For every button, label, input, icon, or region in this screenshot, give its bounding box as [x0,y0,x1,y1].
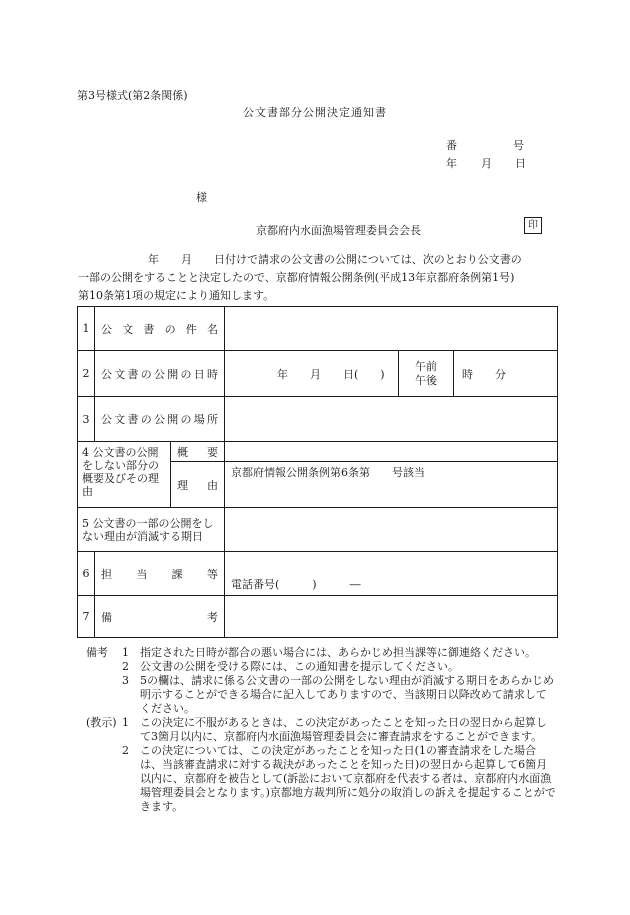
addressee-honorific: 様 [196,191,207,204]
body-line-1: 年 月 日付けで請求の公文書の公開については、次のとおり公文書の [148,253,522,266]
note-number: 1 [122,646,129,659]
form-number: 第3号様式(第2条関係) [77,89,188,102]
row-expiry [78,508,558,552]
note-number: 3 [122,674,129,687]
notice-body [78,251,556,305]
number-label: 番 [446,139,457,152]
body-line-2: 一部の公開をすることと決定したので、京都府情報公開条例(平成13年京都府条例第1号) [78,271,515,284]
label-subject: 公文書の件名 [95,307,225,351]
value-place [225,397,558,442]
row-number: 3 [78,397,95,442]
row-department [78,552,558,596]
label-nondisclosure-text: 公文書の公開をしない部分の概要及びその理由 [82,446,159,498]
row-datetime [78,351,558,397]
label-place: 公文書の公開の場所 [95,397,225,442]
biko-item-3 [86,674,556,716]
label-datetime: 公文書の公開の日時 [95,351,225,397]
row-number: 7 [78,596,95,638]
date-month-label: 月 [481,157,492,170]
row-remarks [78,596,558,638]
label-expiry-text: 公文書の一部の公開をしない理由が消滅する期日 [82,516,214,543]
label-remarks: 備考 [95,596,225,638]
notes-section [86,646,556,814]
note-number: 2 [122,744,129,757]
note-number: 1 [122,716,129,729]
kyoji-heading: (教示) [86,716,117,729]
am-pm-selector [399,351,454,397]
value-date: 年 月 日( ) [225,351,399,397]
number-suffix: 号 [513,139,524,152]
label-summary: 概要 [171,442,225,462]
document-title: 公文書部分公開決定通知書 [243,106,387,119]
label-nondisclosure [78,442,171,508]
row-number: 4 [82,446,89,459]
details-table [77,306,558,638]
row-place [78,397,558,442]
issuer-name: 京都府内水面漁場管理委員会会長 [256,224,421,237]
date-year-label: 年 [446,157,457,170]
value-time: 時 分 [454,351,558,397]
note-text: 公文書の公開を受ける際には、この通知書を提示してください。 [140,660,459,673]
row-number: 5 [82,516,89,530]
seal-stamp: 印 [524,217,542,234]
note-text: この決定については、この決定があったことを知った日(1の審査請求をした場合は、当該審査請求に対する裁決があったことを知った日)の翌日から起算して6箇月以内に、京都府を被告として(訴訟において京都府を代表する者は、京都府内水面漁場管理委員会となります。)京都地方裁判所に処分の取消しの訴えを提起することができます。 [140,744,556,813]
pm-label: 午後 [415,373,437,387]
value-expiry [225,508,558,552]
value-reason: 京都府情報公開条例第6条第 号該当 [225,462,558,508]
am-label: 午前 [415,359,437,373]
body-line-3: 第10条第1項の規定により通知します。 [78,289,275,302]
label-expiry [78,508,225,552]
value-phone: 電話番号( ) ― [225,552,558,596]
note-text: 指定された日時が都合の悪い場合には、あらかじめ担当課等に御連絡ください。 [140,646,536,659]
row-number: 2 [78,351,95,397]
kyoji-item-1 [86,716,556,744]
note-text: 5の欄は、請求に係る公文書の一部の公開をしない理由が消滅する期日をあらかじめ明示することができる場合に記入してありますので、当該期日以降改めて請求してください。 [140,674,554,715]
note-text: この決定に不服があるときは、この決定があったことを知った日の翌日から起算して3箇月以内に、京都府内水面漁場管理委員会に審査請求をすることができます。 [140,716,547,743]
biko-item-2 [86,660,556,674]
biko-item-1 [86,646,556,660]
value-summary [225,442,558,462]
value-subject [225,307,558,351]
biko-heading: 備考 [86,646,108,659]
row-number: 1 [78,307,95,351]
label-reason: 理由 [171,462,225,508]
kyoji-item-2 [86,744,556,814]
row-number: 6 [78,552,95,596]
label-department: 担当課等 [95,552,225,596]
date-day-label: 日 [515,157,526,170]
row-subject [78,307,558,351]
row-nondisclosure-summary [78,442,558,462]
note-number: 2 [122,660,129,673]
value-remarks [225,596,558,638]
